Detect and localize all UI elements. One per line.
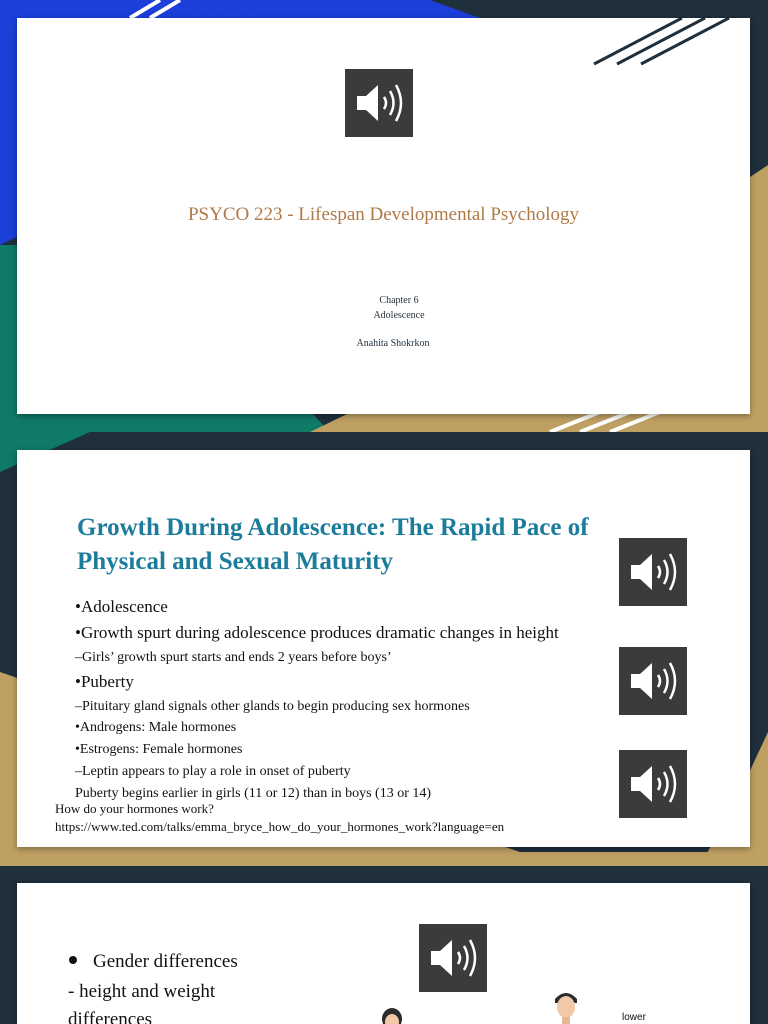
figure-label-lower: lower [622, 1012, 646, 1023]
bullet-pituitary: –Pituitary gland signals other glands to begin producing sex hormones [75, 699, 470, 714]
slide-2 [17, 450, 750, 847]
slide-1-title: PSYCO 223 - Lifespan Developmental Psychology [187, 204, 580, 225]
topic-label: Adolescence [373, 310, 425, 321]
speaker-icon [625, 762, 681, 806]
hormones-link-label: How do your hormones work? [55, 801, 214, 816]
differences-text: differences [68, 1009, 153, 1024]
audio-button[interactable] [345, 69, 413, 137]
bullet-dot [69, 956, 77, 964]
audio-button-1[interactable] [619, 538, 687, 606]
slide-1 [17, 18, 750, 414]
person-figure-right [551, 987, 581, 1024]
slide-1-frame [0, 0, 768, 432]
bullet-estrogens: •Estrogens: Female hormones [75, 742, 243, 757]
audio-button-3[interactable] [619, 750, 687, 818]
bullet-growth-spurt: •Growth spurt during adolescence produces dramatic changes in height [75, 623, 559, 642]
bullet-leptin: –Leptin appears to play a role in onset of puberty [75, 764, 351, 779]
bullet-puberty: •Puberty [75, 672, 134, 691]
slide-2-frame [0, 432, 768, 866]
author-label: Anahita Shokrkon [356, 338, 430, 349]
gender-differences-text: Gender differences [93, 951, 238, 972]
audio-button[interactable] [419, 924, 487, 992]
slide-3-frame [0, 866, 768, 1024]
bullet-girls-growth: –Girls’ growth spurt starts and ends 2 years before boys’ [75, 650, 392, 665]
speaker-icon [425, 936, 481, 980]
speaker-icon [625, 550, 681, 594]
person-figure-left [375, 1005, 409, 1024]
bullet-adolescence: •Adolescence [75, 597, 168, 616]
slide-2-title-line-1: Growth During Adolescence: The Rapid Pace of [77, 514, 589, 541]
height-weight-text: - height and weight [68, 981, 216, 1002]
bullet-puberty-age: Puberty begins earlier in girls (11 or 12) than in boys (13 or 14) [75, 786, 432, 801]
speaker-icon [625, 659, 681, 703]
hormones-link-url[interactable]: https://www.ted.com/talks/emma_bryce_how_do_your_hormones_work?language=en [55, 819, 505, 834]
chapter-label: Chapter 6 [379, 295, 419, 306]
speaker-icon [351, 81, 407, 125]
audio-button-2[interactable] [619, 647, 687, 715]
bullet-androgens: •Androgens: Male hormones [75, 720, 237, 735]
slide-3 [17, 883, 750, 1024]
slide-2-title-line-2: Physical and Sexual Maturity [77, 548, 393, 575]
